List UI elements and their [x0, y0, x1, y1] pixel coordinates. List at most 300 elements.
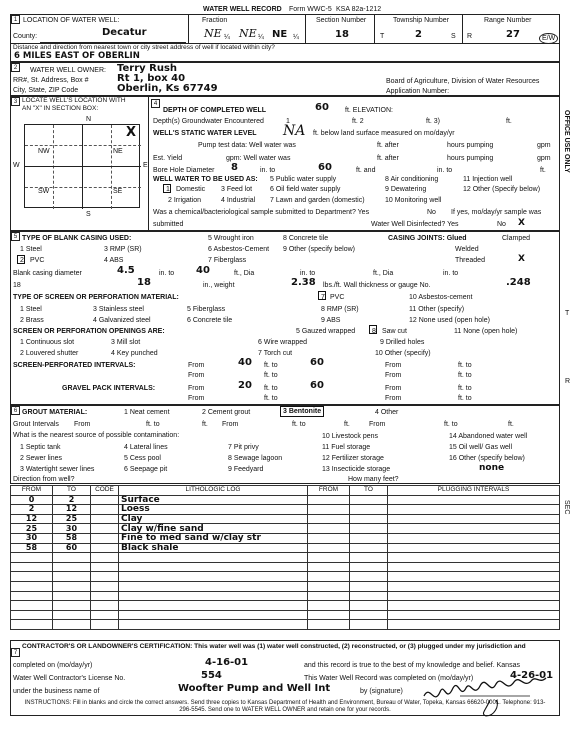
- table-cell: [308, 553, 350, 563]
- openings-label: SCREEN OR PERFORATION OPENINGS ARE:: [13, 328, 165, 335]
- table-cell: [350, 610, 388, 620]
- table-cell: [119, 610, 308, 620]
- range-value: 27: [506, 29, 520, 40]
- perf-to-value: 60: [310, 357, 324, 368]
- table-cell: [91, 601, 119, 611]
- log-header-row: [11, 486, 560, 496]
- opening-9: 9 Drilled holes: [380, 339, 425, 346]
- table-cell: [11, 601, 53, 611]
- use-3: 3 Feed lot: [221, 186, 253, 193]
- gi-from-3: From: [369, 421, 386, 428]
- quarter-1: ¼: [224, 34, 230, 41]
- height-value: 18: [137, 277, 151, 288]
- use-domestic: Domestic: [176, 186, 206, 193]
- gi-ft-1: ft.: [202, 421, 208, 428]
- yield-after: ft. after: [377, 155, 399, 162]
- license-value: 554: [201, 670, 222, 681]
- grid-nw: NW: [38, 148, 50, 155]
- diameter-in-to: in. to: [159, 270, 175, 277]
- table-cell: [388, 543, 560, 553]
- grout-intervals-label: Grout Intervals: [13, 421, 59, 428]
- use-label: WELL WATER TO BE USED AS:: [153, 176, 258, 183]
- casing-1: 1 Steel: [20, 246, 42, 253]
- use-9: 9 Dewatering: [385, 186, 427, 193]
- fraction-q1: NE: [204, 27, 222, 40]
- contam-9: 9 Feedyard: [228, 466, 264, 473]
- table-cell: [388, 572, 560, 582]
- owner-value: Terry Rush: [117, 63, 178, 74]
- grid-ne: NE: [113, 148, 123, 155]
- gi-from-2: From: [222, 421, 239, 428]
- contam-6: 6 Seepage pit: [124, 466, 168, 473]
- grout-3[interactable]: 3 Bentonite: [280, 406, 324, 417]
- weight-value: 2.38: [291, 277, 316, 288]
- table-row: [11, 505, 560, 515]
- use-11: 11 Injection well: [463, 176, 513, 183]
- compass-s: S: [86, 211, 91, 218]
- gravel-from-label: From: [188, 385, 205, 392]
- table-cell: [388, 591, 560, 601]
- table-cell: [53, 553, 91, 563]
- table-cell: 12: [53, 505, 91, 515]
- casing-2: PVC: [30, 257, 45, 264]
- screen-10: 10 Asbestos-cement: [409, 294, 473, 301]
- header-from: FROM: [11, 486, 53, 496]
- gauge-value: .248: [506, 277, 531, 288]
- table-cell: [119, 572, 308, 582]
- section-label: Section Number: [316, 17, 367, 24]
- disinfected-no: No: [497, 221, 506, 228]
- diameter-to-value: 40: [196, 265, 210, 276]
- weight-label: in., weight: [203, 282, 235, 289]
- fraction-q2: NE: [239, 27, 257, 40]
- height-label: 18: [13, 282, 21, 289]
- table-cell: [119, 562, 308, 572]
- gravel-ft-to-4: ft. to: [458, 395, 472, 402]
- screen-11: 11 Other (specify): [409, 306, 465, 313]
- board-label: Board of Agriculture, Division of Water Resources: [386, 78, 540, 85]
- table-row: [11, 553, 560, 563]
- table-row: [11, 514, 560, 524]
- township-s: S: [451, 33, 456, 40]
- table-cell: [11, 620, 53, 630]
- table-row: [11, 533, 560, 543]
- gi-to-3: ft. to: [444, 421, 458, 428]
- perf-from-label-2: From: [385, 362, 402, 369]
- lbs-label: lbs./ft. Wall thickness or gauge No.: [323, 282, 431, 289]
- casing-5: 5 Wrought iron: [208, 235, 254, 242]
- table-cell: [388, 562, 560, 572]
- opening-2: 2 Louvered shutter: [20, 350, 79, 357]
- grout-2: 2 Cement grout: [202, 409, 251, 416]
- table-cell: 25: [11, 524, 53, 534]
- opening-7: 7 Torch cut: [258, 350, 293, 357]
- table-cell: [350, 514, 388, 524]
- contam-other-value: none: [479, 463, 505, 473]
- table-cell: [11, 581, 53, 591]
- table-cell: [388, 610, 560, 620]
- contam-7: 7 Pit privy: [228, 444, 259, 451]
- table-cell: [350, 601, 388, 611]
- opening-5: 5 Gauzed wrapped: [296, 328, 356, 335]
- how-many-label: How many feet?: [348, 476, 399, 483]
- contam-14: 14 Abandoned water well: [449, 433, 528, 440]
- table-row: [11, 562, 560, 572]
- locate-label-1: LOCATE WELL'S LOCATION WITH: [22, 97, 126, 104]
- casing-3: 3 RMP (SR): [104, 246, 142, 253]
- screen-6: 6 Concrete tile: [187, 317, 233, 324]
- table-cell: 58: [11, 543, 53, 553]
- perf-from-value: 40: [238, 357, 252, 368]
- table-cell: 0: [11, 495, 53, 505]
- perf-from-label: From: [188, 362, 205, 369]
- table-cell: Black shale: [119, 543, 308, 553]
- business-value: Woofter Pump and Well Int: [178, 683, 331, 694]
- screen-1: 1 Steel: [20, 306, 42, 313]
- table-cell: [308, 620, 350, 630]
- table-cell: [91, 514, 119, 524]
- perf-ft-to-4: ft. to: [458, 372, 472, 379]
- grout-4: 4 Other: [375, 409, 399, 416]
- casing-6: 6 Asbestos-Cement: [208, 246, 270, 253]
- pump-after: ft. after: [377, 142, 399, 149]
- table-cell: [11, 553, 53, 563]
- table-cell: [91, 581, 119, 591]
- table-cell: Surface: [119, 495, 308, 505]
- use-4: 4 Industrial: [221, 197, 256, 204]
- header-to: TO: [53, 486, 91, 496]
- table-cell: [350, 543, 388, 553]
- township-label: Township Number: [393, 17, 450, 24]
- use-7: 7 Lawn and garden (domestic): [270, 197, 365, 204]
- header-from-2: FROM: [308, 486, 350, 496]
- table-cell: [308, 505, 350, 515]
- screen-8: 8 RMP (SR): [321, 306, 359, 313]
- gravel-from-label-4: From: [385, 395, 402, 402]
- direction-label: Direction from well?: [13, 476, 75, 483]
- contam-3: 3 Watertight sewer lines: [20, 466, 95, 473]
- table-cell: [308, 514, 350, 524]
- table-cell: [119, 553, 308, 563]
- joints-label: CASING JOINTS: Glued: [388, 235, 467, 242]
- table-cell: [91, 505, 119, 515]
- table-cell: Clay w/fine sand: [119, 524, 308, 534]
- table-cell: Clay: [119, 514, 308, 524]
- table-cell: [91, 591, 119, 601]
- diameter-value: 4.5: [117, 265, 135, 276]
- table-cell: Loess: [119, 505, 308, 515]
- chem-ifyes: If yes, mo/day/yr sample was: [451, 209, 542, 216]
- signature-label: by (signature): [360, 688, 403, 695]
- pump-hours: hours pumping: [447, 142, 494, 149]
- table-cell: [91, 610, 119, 620]
- table-cell: [350, 591, 388, 601]
- table-cell: [388, 514, 560, 524]
- business-label: under the business name of: [13, 688, 100, 695]
- table-cell: 30: [53, 524, 91, 534]
- table-cell: [388, 524, 560, 534]
- threaded-x: X: [518, 254, 525, 264]
- contam-5: 5 Cess pool: [124, 455, 161, 462]
- use-6: 6 Oil field water supply: [270, 186, 341, 193]
- quarter-3: ¼: [293, 34, 299, 41]
- perf-label: SCREEN-PERFORATED INTERVALS:: [13, 362, 136, 369]
- table-cell: [308, 562, 350, 572]
- table-cell: [308, 533, 350, 543]
- table-cell: [388, 495, 560, 505]
- use-12: 12 Other (Specify below): [463, 186, 541, 193]
- section-number-7: 7: [11, 648, 20, 657]
- contam-2: 2 Sewer lines: [20, 455, 63, 462]
- table-cell: [91, 562, 119, 572]
- table-cell: [350, 533, 388, 543]
- joints-threaded: Threaded: [455, 257, 485, 264]
- record-completed-label: This Water Well Record was completed on (mo/day/yr): [304, 675, 474, 682]
- section-number-2: 2: [11, 63, 20, 72]
- bore-value: 8: [231, 162, 238, 173]
- table-cell: 30: [11, 533, 53, 543]
- distance-value: 6 MILES EAST OF OBERLIN: [14, 51, 140, 61]
- county-value: Decatur: [102, 27, 147, 38]
- fraction-q3: NE: [272, 29, 288, 40]
- section-number-6: 6: [11, 406, 20, 415]
- table-cell: [119, 581, 308, 591]
- table-row: [11, 581, 560, 591]
- table-cell: [308, 601, 350, 611]
- disinfected-label: Water Well Disinfected? Yes: [371, 221, 459, 228]
- locate-label-2: AN "X" IN SECTION BOX:: [22, 105, 99, 112]
- gravel-ft-to-3: ft. to: [264, 395, 278, 402]
- table-cell: [350, 553, 388, 563]
- ksa-number: KSA 82a-1212: [336, 6, 382, 13]
- true-statement: and this record is true to the best of my knowledge and belief. Kansas: [304, 662, 520, 669]
- use-2: 2 Irrigation: [168, 197, 202, 204]
- table-cell: [91, 553, 119, 563]
- casing-label: TYPE OF BLANK CASING USED:: [22, 235, 132, 242]
- quarter-2: ¼: [258, 34, 264, 41]
- elevation-label: ft. ELEVATION:: [345, 107, 393, 114]
- groundwater-label: Depth(s) Groundwater Encountered: [153, 118, 264, 125]
- static-value: NA: [283, 123, 306, 139]
- chem-no: No: [427, 209, 436, 216]
- township-value: 2: [415, 29, 422, 40]
- opening-11: 11 None (open hole): [454, 328, 518, 335]
- location-label: LOCATION OF WATER WELL:: [23, 17, 120, 24]
- contam-10: 10 Livestock pens: [322, 433, 379, 440]
- opening-10: 10 Other (specify): [375, 350, 431, 357]
- office-use-only: OFFICE USE ONLY: [563, 110, 570, 173]
- table-cell: 60: [53, 543, 91, 553]
- gravel-from-label-2: From: [385, 385, 402, 392]
- gw-ft2: ft. 3): [426, 118, 441, 125]
- table-cell: [91, 495, 119, 505]
- form-number: Form WWC-5: [289, 6, 332, 13]
- perf-ft-to-2: ft. to: [458, 362, 472, 369]
- opening-8: Saw cut: [382, 328, 407, 335]
- table-cell: [350, 524, 388, 534]
- section-value: 18: [335, 29, 349, 40]
- owner-label: WATER WELL OWNER:: [30, 67, 106, 74]
- opening-1: 1 Continuous slot: [20, 339, 75, 346]
- use-8: 8 Air conditioning: [385, 176, 439, 183]
- screen-7: PVC: [330, 294, 345, 301]
- grid-mark-x: X: [126, 125, 137, 140]
- header-code: CODE: [91, 486, 119, 496]
- contam-12: 12 Fertilizer storage: [322, 455, 384, 462]
- table-cell: [53, 581, 91, 591]
- header-lithologic-log: LITHOLOGIC LOG: [119, 486, 308, 496]
- table-cell: [53, 601, 91, 611]
- table-cell: [388, 553, 560, 563]
- table-cell: [388, 581, 560, 591]
- table-cell: [119, 601, 308, 611]
- yield-gpm-2: gpm: [537, 155, 551, 162]
- opening-4: 4 Key punched: [111, 350, 158, 357]
- table-row: [11, 524, 560, 534]
- table-cell: [350, 562, 388, 572]
- table-cell: [388, 533, 560, 543]
- contam-4: 4 Lateral lines: [124, 444, 168, 451]
- table-cell: [308, 495, 350, 505]
- section-number-1: 1: [11, 15, 20, 24]
- opening-6: 6 Wire wrapped: [258, 339, 308, 346]
- chem-label: Was a chemical/bacteriological sample submitted to Department? Yes: [153, 209, 370, 216]
- table-cell: [308, 524, 350, 534]
- table-cell: [119, 591, 308, 601]
- record-completed-date: 4-26-01: [510, 670, 554, 681]
- screen-12: 12 None used (open hole): [409, 317, 490, 324]
- table-cell: 2: [53, 495, 91, 505]
- section-grid: [24, 124, 140, 208]
- opening-3: 3 Mill slot: [111, 339, 141, 346]
- bore-to-value: 60: [318, 162, 332, 173]
- diameter-ft-dia-2: ft., Dia: [373, 270, 394, 277]
- yield-gpm: gpm: Well water was: [226, 155, 291, 162]
- gravel-ft-to-2: ft. to: [458, 385, 472, 392]
- township-t: T: [380, 33, 385, 40]
- table-cell: [308, 610, 350, 620]
- screen-3: 3 Stainless steel: [93, 306, 144, 313]
- screen-2: 2 Brass: [20, 317, 44, 324]
- form-title: WATER WELL RECORD: [203, 6, 282, 13]
- pump-gpm: gpm: [537, 142, 551, 149]
- grid-sw: SW: [38, 188, 50, 195]
- submitted-label: submitted: [153, 221, 184, 228]
- contam-8: 8 Sewage lagoon: [228, 455, 283, 462]
- table-cell: [53, 620, 91, 630]
- casing-9: 9 Other (specify below): [283, 246, 355, 253]
- table-cell: [11, 572, 53, 582]
- screen-7-num: 7: [321, 294, 325, 301]
- table-cell: [308, 591, 350, 601]
- bore-label: Bore Hole Diameter: [153, 167, 215, 174]
- table-cell: [308, 572, 350, 582]
- table-cell: 58: [53, 533, 91, 543]
- disinfected-x: X: [518, 218, 525, 228]
- table-cell: [350, 495, 388, 505]
- table-row: [11, 543, 560, 553]
- table-cell: [11, 610, 53, 620]
- table-cell: [350, 505, 388, 515]
- distance-label: Distance and direction from nearest town or city street address of well if located within city?: [13, 44, 275, 51]
- depth-label: DEPTH OF COMPLETED WELL: [163, 107, 267, 114]
- contam-13: 13 Insecticide storage: [322, 466, 391, 473]
- table-cell: [119, 620, 308, 630]
- fraction-label: Fraction: [202, 17, 228, 24]
- depth-value: 60: [315, 102, 329, 113]
- table-row: [11, 601, 560, 611]
- table-row: [11, 591, 560, 601]
- table-cell: [91, 620, 119, 630]
- casing-7: 7 Fiberglass: [208, 257, 247, 264]
- section-number-4: 4: [151, 99, 160, 108]
- range-r: R: [467, 33, 473, 40]
- casing-8: 8 Concrete tile: [283, 235, 329, 242]
- table-row: [11, 610, 560, 620]
- table-cell: [350, 572, 388, 582]
- table-cell: [53, 591, 91, 601]
- gw-ft3: ft.: [506, 118, 512, 125]
- perf-ft-to-3: ft. to: [264, 372, 278, 379]
- perf-from-label-3: From: [188, 372, 205, 379]
- header-plugging: PLUGGING INTERVALS: [388, 486, 560, 496]
- table-cell: [350, 620, 388, 630]
- gi-to-1: ft. to: [146, 421, 160, 428]
- gw-ft1: ft. 2: [352, 118, 364, 125]
- gravel-from-value: 20: [238, 380, 252, 391]
- gw-1: 1: [286, 118, 290, 125]
- screen-5: 5 Fiberglass: [187, 306, 226, 313]
- address-value: Rt 1, box 40: [117, 73, 186, 84]
- bore-tail: ft. and: [356, 167, 376, 174]
- table-cell: [91, 543, 119, 553]
- contam-1: 1 Septic tank: [20, 444, 61, 451]
- county-label: County:: [13, 33, 38, 40]
- city-value: Oberlin, Ks 67749: [117, 83, 218, 94]
- grout-label: GROUT MATERIAL:: [22, 409, 88, 416]
- table-cell: 25: [53, 514, 91, 524]
- section-number-3: 3: [11, 97, 20, 106]
- table-cell: [11, 562, 53, 572]
- contam-11: 11 Fuel storage: [322, 444, 371, 451]
- table-cell: Fine to med sand w/clay str: [119, 533, 308, 543]
- table-cell: [53, 610, 91, 620]
- grout-1: 1 Neat cement: [124, 409, 170, 416]
- cert-text: CONTRACTOR'S OR LANDOWNER'S CERTIFICATION: This water well was (1) water well constructed, (2) reconstructed, or (3) plugged under my jurisdiction and: [22, 643, 526, 650]
- contam-16: 16 Other (specify below): [449, 455, 525, 462]
- address-label: RR#, St. Address, Box #: [13, 77, 89, 84]
- diameter-ft-dia: ft., Dia: [234, 270, 255, 277]
- table-cell: [53, 572, 91, 582]
- table-row: [11, 572, 560, 582]
- casing-4: 4 ABS: [104, 257, 124, 264]
- yield-label: Est. Yield: [153, 155, 183, 162]
- license-label: Water Well Contractor's License No.: [13, 675, 126, 682]
- screen-9: 9 ABS: [321, 317, 341, 324]
- use-1: 1: [166, 186, 170, 193]
- lithologic-log-table: [10, 485, 560, 630]
- side-t: T: [565, 310, 570, 317]
- header-to-2: TO: [350, 486, 388, 496]
- gravel-ft-to: ft. to: [264, 385, 278, 392]
- casing-2-num: 2: [20, 257, 24, 264]
- table-cell: [388, 601, 560, 611]
- diameter-in-to-3: in. to: [443, 270, 459, 277]
- compass-w: W: [13, 162, 20, 169]
- bore-in-to: in. to: [260, 167, 276, 174]
- screen-label: TYPE OF SCREEN OR PERFORATION MATERIAL:: [13, 294, 179, 301]
- contam-15: 15 Oil well/ Gas well: [449, 444, 513, 451]
